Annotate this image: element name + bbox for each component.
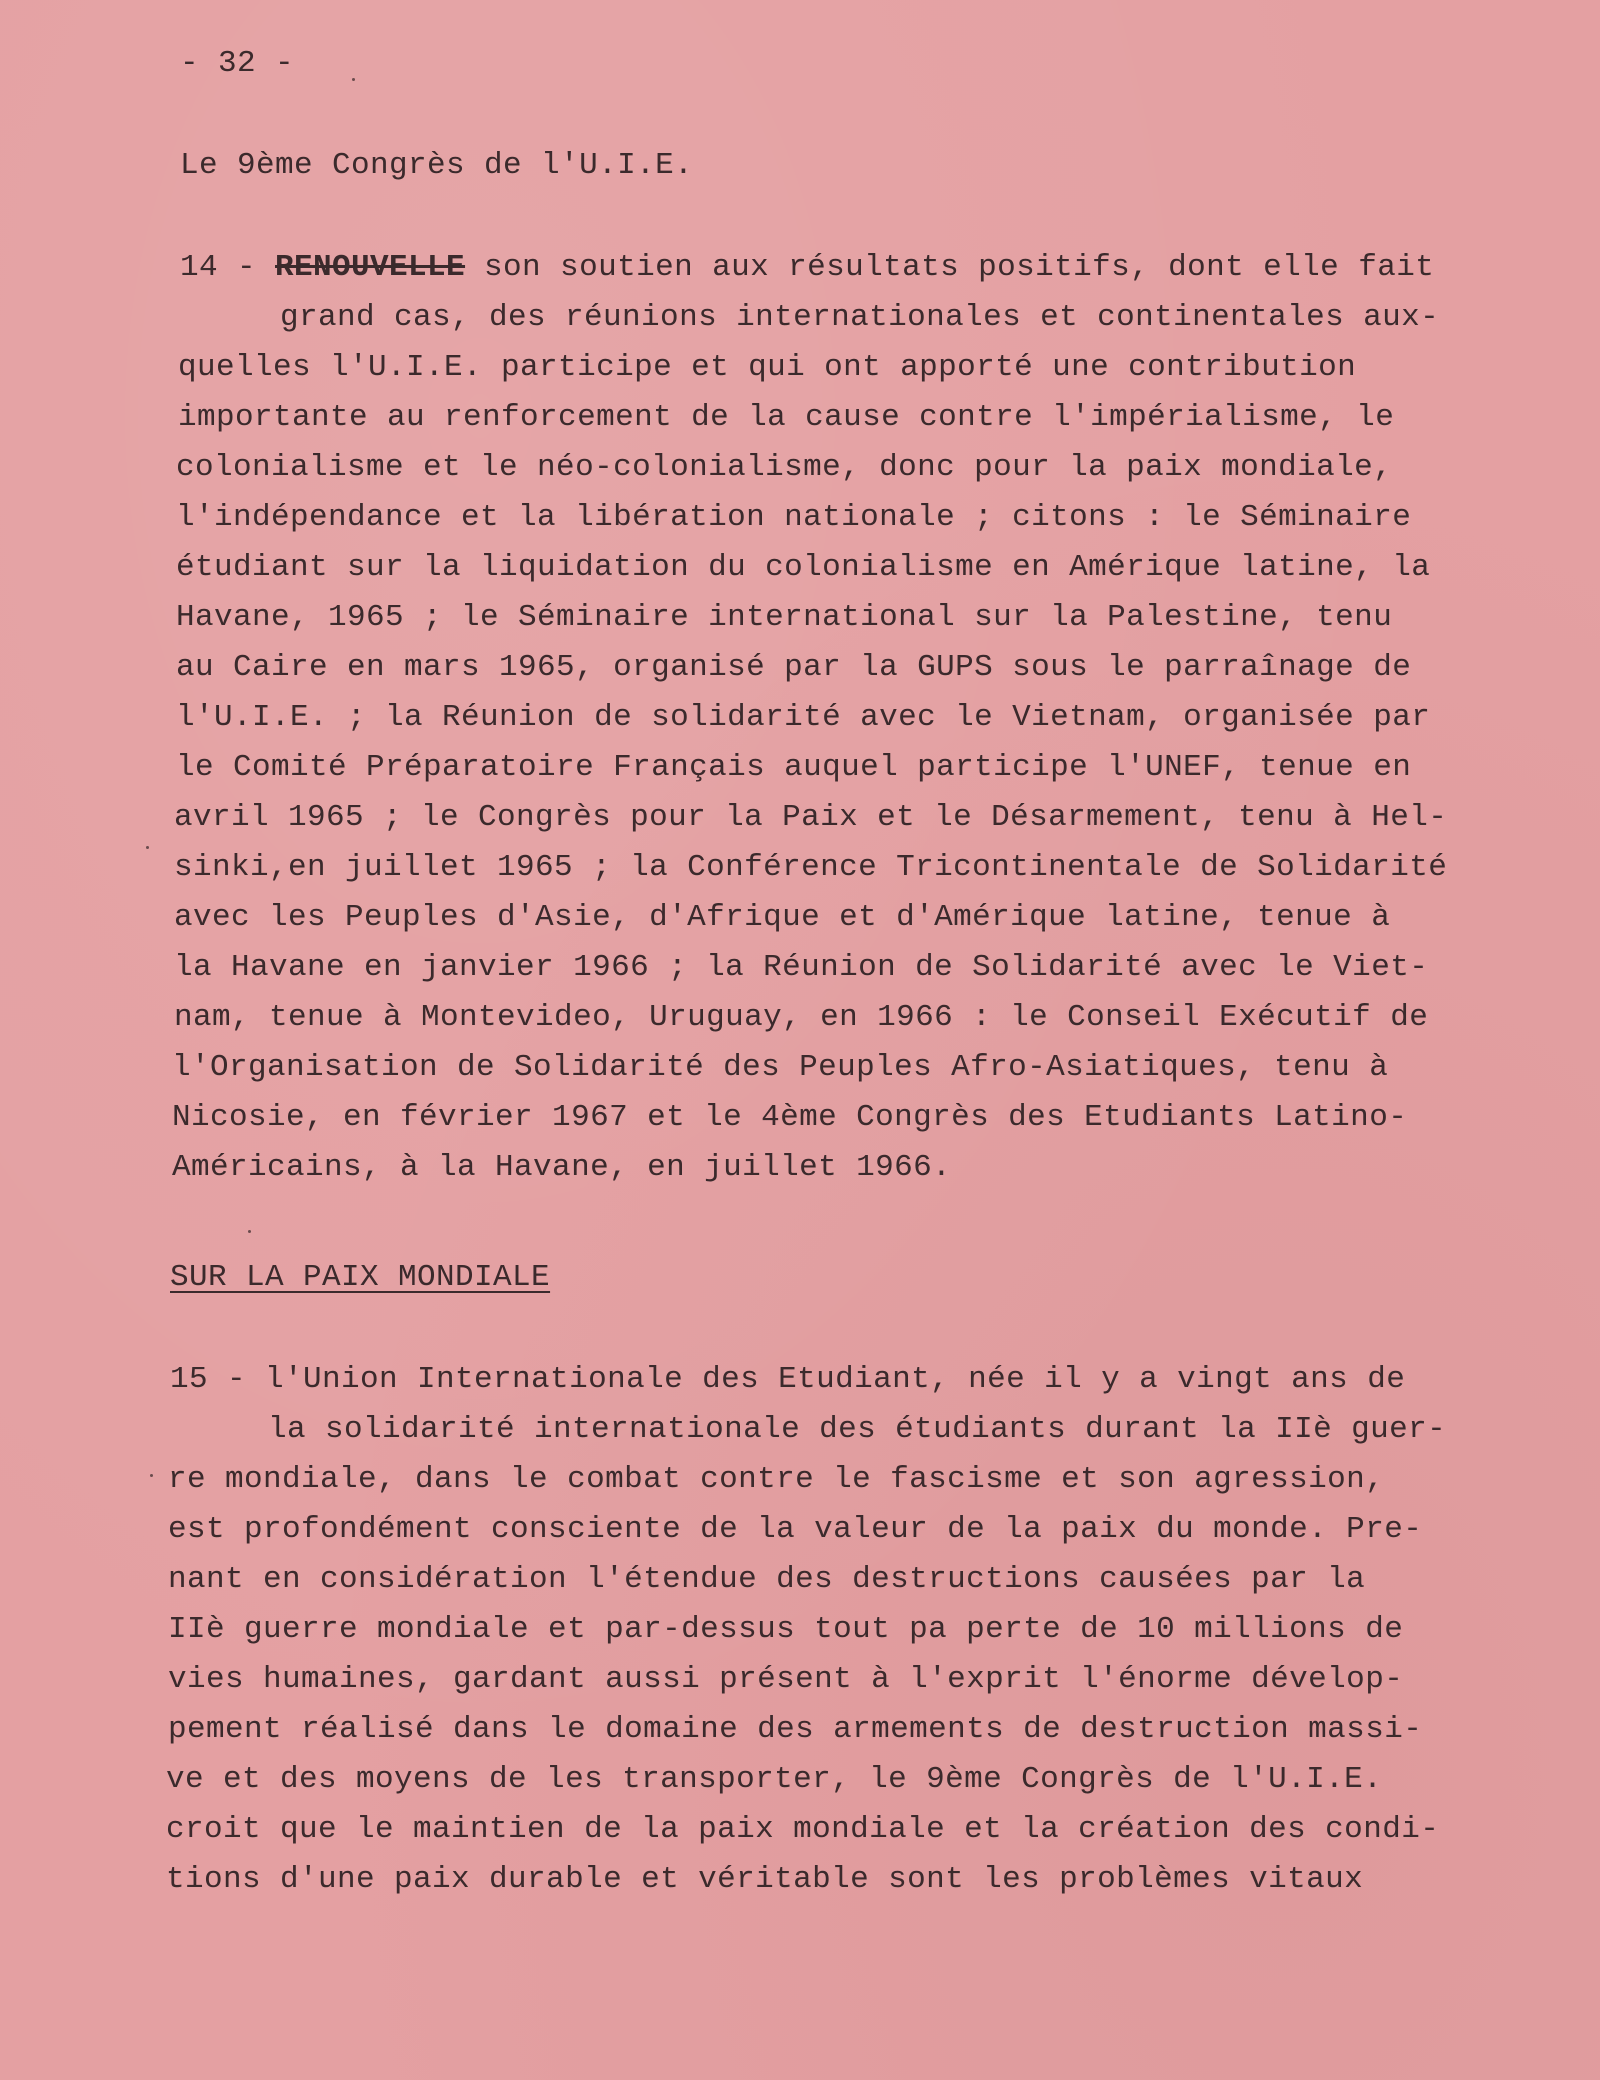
paragraph-14-line: avec les Peuples d'Asie, d'Afrique et d'Amérique latine, tenue à xyxy=(174,900,1391,935)
page-number: - 32 - xyxy=(180,46,295,81)
paragraph-14-line: l'indépendance et la libération nationale ; citons : le Séminaire xyxy=(176,500,1412,535)
paragraph-14-line: grand cas, des réunions internationales et continentales aux- xyxy=(280,300,1440,335)
paragraph-14-line: son soutien aux résultats positifs, dont elle fait xyxy=(465,250,1435,285)
congress-heading: Le 9ème Congrès de l'U.I.E. xyxy=(180,148,694,183)
paragraph-14-line: l'U.I.E. ; la Réunion de solidarité avec le Vietnam, organisée par xyxy=(176,700,1431,735)
paragraph-14-line: Américains, à la Havane, en juillet 1966. xyxy=(172,1150,952,1185)
paragraph-15-line: tions d'une paix durable et véritable sont les problèmes vitaux xyxy=(166,1862,1364,1897)
paragraph-15-line: nant en considération l'étendue des destructions causées par la xyxy=(168,1562,1366,1597)
paragraph-14-line: avril 1965 ; le Congrès pour la Paix et le Désarmement, tenu à Hel- xyxy=(174,800,1448,835)
paragraph-15-line: vies humaines, gardant aussi présent à l'exprit l'énorme dévelop- xyxy=(168,1662,1404,1697)
paragraph-14-verb: RENOUVELLE xyxy=(275,250,466,285)
paragraph-14-line: étudiant sur la liquidation du colonialisme en Amérique latine, la xyxy=(176,550,1431,585)
paragraph-14-line: le Comité Préparatoire Français auquel participe l'UNEF, tenue en xyxy=(176,750,1412,785)
paragraph-14-line: importante au renforcement de la cause contre l'impérialisme, le xyxy=(178,400,1395,435)
paragraph-14-line: l'Organisation de Solidarité des Peuples Afro-Asiatiques, tenu à xyxy=(172,1050,1389,1085)
paragraph-14-line: Nicosie, en février 1967 et le 4ème Congrès des Etudiants Latino- xyxy=(172,1100,1408,1135)
paragraph-15-line: la solidarité internationale des étudiants durant la IIè guer- xyxy=(268,1412,1447,1447)
paragraph-14-line: Havane, 1965 ; le Séminaire international sur la Palestine, tenu xyxy=(176,600,1393,635)
paragraph-15-line: re mondiale, dans le combat contre le fascisme et son agression, xyxy=(168,1462,1385,1497)
paragraph-15-line: l'Union Internationale des Etudiant, née il y a vingt ans de xyxy=(265,1362,1406,1397)
paragraph-14-line: nam, tenue à Montevideo, Uruguay, en 1966 : le Conseil Exécutif de xyxy=(174,1000,1429,1035)
paper-speck xyxy=(352,78,355,81)
paragraph-15-first-line xyxy=(170,1360,1405,1400)
paragraph-14-line: sinki,en juillet 1965 ; la Conférence Tricontinentale de Solidarité xyxy=(174,850,1448,885)
paragraph-14-line: colonialisme et le néo-colonialisme, donc pour la paix mondiale, xyxy=(176,450,1393,485)
paragraph-15-number: 15 - xyxy=(170,1362,266,1397)
paragraph-15-line: croit que le maintien de la paix mondiale et la création des condi- xyxy=(166,1812,1440,1847)
paragraph-15-line: est profondément consciente de la valeur de la paix du monde. Pre- xyxy=(168,1512,1423,1547)
paragraph-15-line: pement réalisé dans le domaine des armements de destruction massi- xyxy=(168,1712,1423,1747)
paragraph-14-line: au Caire en mars 1965, organisé par la GUPS sous le parraînage de xyxy=(176,650,1412,685)
section-heading: SUR LA PAIX MONDIALE xyxy=(170,1260,551,1295)
paper-speck xyxy=(248,1230,251,1233)
paragraph-15-line: IIè guerre mondiale et par-dessus tout pa perte de 10 millions de xyxy=(168,1612,1404,1647)
paper-speck xyxy=(150,1474,153,1477)
paper-speck xyxy=(146,846,149,849)
paragraph-14-number: 14 - xyxy=(180,250,276,285)
paragraph-14-line: la Havane en janvier 1966 ; la Réunion de Solidarité avec le Viet- xyxy=(174,950,1429,985)
paragraph-14-line: quelles l'U.I.E. participe et qui ont apporté une contribution xyxy=(178,350,1357,385)
paragraph-15-line: ve et des moyens de les transporter, le 9ème Congrès de l'U.I.E. xyxy=(166,1762,1383,1797)
paragraph-14-first-line xyxy=(180,248,1434,288)
